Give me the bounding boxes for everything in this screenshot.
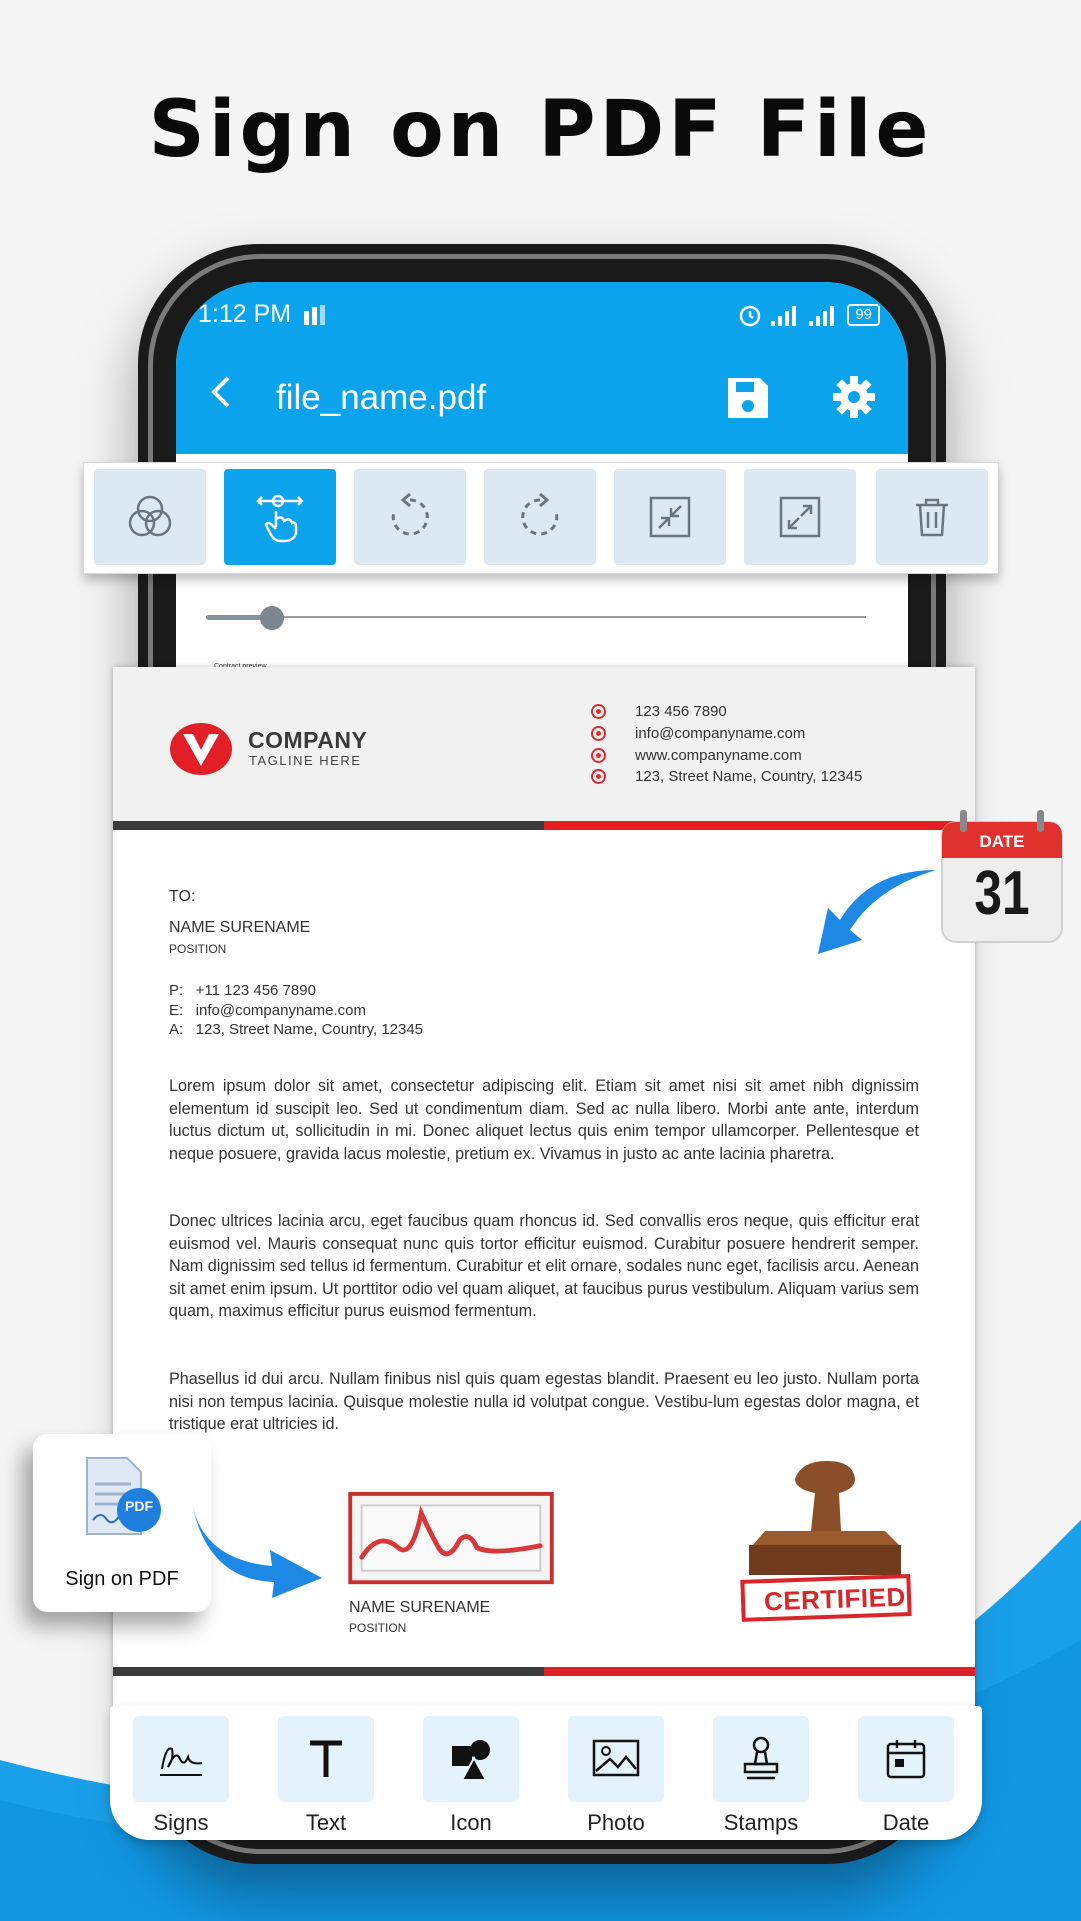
contact-address: 123, Street Name, Country, 12345 [591,768,862,785]
signer-name: NAME SURENAME [349,1599,491,1616]
date-tool[interactable] [858,1716,954,1836]
photo-label: Photo [587,1810,645,1835]
save-button[interactable] [724,374,772,427]
signs-label: Signs [153,1810,209,1835]
sign-on-pdf-card[interactable] [33,1434,211,1612]
signature-image[interactable] [345,1492,557,1588]
back-arrow-icon [206,372,236,412]
divider-dark [113,821,544,830]
pdf-badge: PDF [125,1498,153,1514]
move-tool-button[interactable] [224,469,336,565]
battery-indicator: 99 [847,304,880,326]
paragraph-3: Phasellus id dui arcu. Nullam finibus nisl quis quam egestas blandit. Praesent eu leo justo. Nullam porta nisi non tempus lacinia. Quisque molestie nulla id volutpat congue. Vestibu-lum egestas dolor magna, et tristique erat ultricies id. [169,1370,919,1433]
save-icon [724,374,772,422]
contact-phone: 123 456 7890 [591,703,727,720]
slider-track[interactable] [206,616,866,618]
footer-divider-red [544,1667,975,1676]
recipient-name: NAME SURENAME [169,919,311,936]
trash-icon [912,495,952,539]
sign-card-label: Sign on PDF [65,1568,179,1590]
filter-tool-button[interactable] [94,469,206,565]
shrink-icon [647,494,693,540]
phone-icon [591,704,606,719]
file-name: file_name.pdf [276,378,487,417]
stamp-text: CERTIFIED [763,1581,907,1617]
phone-line: P: +11 123 456 7890 [169,982,316,999]
signal-icon [304,305,326,325]
recipient-position: POSITION [169,942,227,956]
status-right [737,302,880,328]
calendar-icon [885,1738,927,1780]
delete-button[interactable] [876,469,988,565]
email-line: E: info@companyname.com [169,1002,366,1019]
mail-icon [591,726,606,741]
shapes-icon [448,1736,494,1782]
paragraph-1: Lorem ipsum dolor sit amet, consectetur adipiscing elit. Etiam sit amet nisi sit amet nibh dignissim elementum id suscipit leo. Sed ut condimentum diam. Sed ac nulla libero. Morbi ante ante, interdum luctus dictum ut, sollicitudin in mi. Donec aliquet lectus quis enim tempor ullamcorper. Pellentesque et neque posuere, gravida lacus molestie, pretium ex. Vivamus in justo ac ante lacinia pharetra. [169,1077,919,1163]
icon-label: Icon [450,1810,492,1835]
image-icon [592,1739,640,1779]
curved-arrow-icon [800,860,940,960]
paragraph-2: Donec ultrices lacinia arcu, eget faucibus quam rhoncus id. Sed convallis eros neque, quis efficitur erat euismod vel. Mauris consequat nunc quis tortor efficitur euismod. Curabitur posuere hendrerit semper. Nam dignissim sed tellus id fermentum. Curabitur et elit ornare, sodales nunc eget, facilisis arcu. Aenean sit amet enim ipsum. Ut porttitor odio vel quam aliquet, at faucibus purus vestibulum. Aliquam varius sem quam, maximus efficitur purus euismod fermentum. [169,1212,919,1320]
settings-button[interactable] [831,374,877,425]
stamps-label: Stamps [723,1810,799,1835]
rotate-right-button[interactable] [484,469,596,565]
gear-icon [831,374,877,420]
location-icon [591,769,606,784]
stamp-icon [740,1736,782,1782]
signer-position: POSITION [349,1621,407,1635]
back-button[interactable] [206,372,236,420]
page-title: Sign on PDF File [148,85,933,175]
edit-toolbar [83,462,999,574]
company-logo-icon [169,722,233,776]
rotate-right-icon [515,492,565,542]
company-name: COMPANY [248,727,368,753]
icon-tool[interactable] [423,1716,519,1836]
text-tool[interactable] [278,1716,374,1836]
expand-button[interactable] [744,469,856,565]
address-line: A: 123, Street Name, Country, 12345 [169,1021,424,1038]
letterhead [113,667,975,821]
slider-knob[interactable] [260,606,284,630]
footer-divider-dark [113,1667,544,1676]
app-bar [176,282,908,454]
text-icon [308,1739,344,1779]
stamps-tool[interactable] [713,1716,809,1836]
contact-email: info@companyname.com [591,725,805,742]
to-label: TO: [169,888,196,905]
signature-icon [158,1739,204,1779]
web-icon [591,748,606,763]
shrink-button[interactable] [614,469,726,565]
curved-arrow-icon [188,1500,328,1600]
company-tagline: TAGLINE HERE [249,753,362,768]
contact-web: www.companyname.com [591,747,802,764]
overlap-circles-icon [124,491,176,543]
rotate-left-button[interactable] [354,469,466,565]
text-label: Text [305,1810,347,1835]
date-widget[interactable] [938,808,1066,948]
expand-icon [777,494,823,540]
signs-tool[interactable] [133,1716,229,1836]
date-label: Date [882,1810,930,1835]
divider-red [544,821,975,830]
cell-signal-2-icon [809,304,839,326]
cell-signal-icon [771,304,801,326]
alarm-icon [737,302,763,328]
rotate-left-icon [385,492,435,542]
hand-pointer-icon [252,489,308,545]
insert-toolbar [110,1706,982,1840]
date-label: DATE [979,832,1025,851]
date-day: 31 [974,859,1030,928]
photo-tool[interactable] [568,1716,664,1836]
status-time: 1:12 PM [198,300,292,328]
